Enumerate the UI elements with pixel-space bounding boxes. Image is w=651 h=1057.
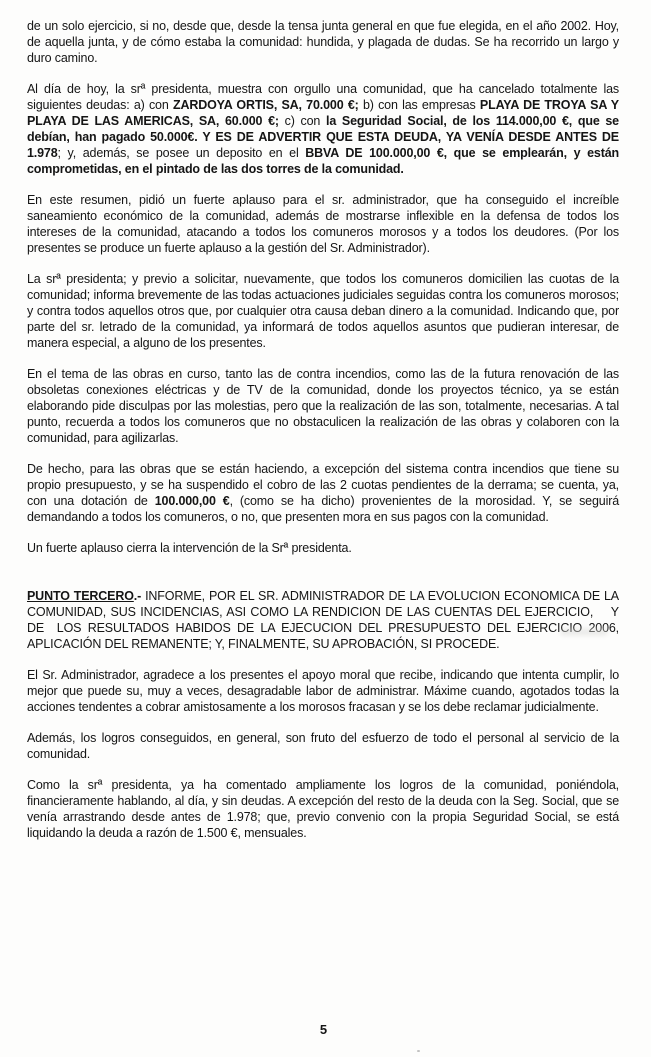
text-run: de un solo ejercicio, si no, desde que, desde la tensa junta general en que fue elegida, en el año 2002. Hoy, de aquella junta, y de cómo estaba la comunidad: hundida, y plagada de dudas. Se ha recorrido un largo y duro camino. — [27, 19, 623, 65]
para-derrama-dotacion — [27, 461, 623, 525]
para-deudas-canceladas — [27, 81, 623, 177]
para-aplauso-administrador — [27, 192, 633, 256]
para-aplauso-presidenta — [27, 540, 619, 556]
text-run: BBVA DE 100.000,00 €, que se emplearán, y están comprometidas, en el pintado de las dos torres de la comunidad. — [27, 146, 623, 176]
text-run: El Sr. Administrador, agradece a los presentes el apoyo moral que recibe, indicando que intenta cumplir, lo mejor que puede su, muy a veces, desagradable labor de administrar. Máxime cuando, agotados todas la acciones tendentes a cobrar amistosamente a los morosos fracasan y se los debe reclamar judicialmente. — [27, 668, 623, 714]
text-run: En el tema de las obras en curso, tanto las de contra incendios, como las de la futura renovación de las obsoletas conexiones eléctricas y de TV de la comunidad, donde los proyectos técnico, ya se están elaborando pide disculpas por las molestias, pero que la realización de las son, totalmente, necesarias. A tal punto, recuerda a todos los comuneros que no obstaculicen la realización de las obras y colaboren con la comunidad, para agilizarlas. — [27, 367, 623, 445]
text-run: , (como se ha dicho) provenientes de la morosidad. Y, se seguirá demandando a todos los comuneros, o no, que presenten mora en sus pagos con la comunidad. — [27, 494, 623, 524]
text-run: Al día de hoy, la srª presidenta, muestra con orgullo una comunidad, que ha cancelado totalmente las siguientes deudas: a) con — [27, 82, 623, 112]
scan-smudge-artifact — [560, 628, 608, 636]
text-run: Como la srª presidenta, ya ha comentado ampliamente los logros de la comunidad, poniéndola, financieramente hablando, al día, y sin deudas. A excepción del resto de la deuda con la Seg. Social, que se venía arrastrando desde antes de 1.978; que, previo convenio con la propia Seguridad Social, se está liquidando la deuda a razón de 1.500 €, mensuales. — [27, 778, 623, 840]
document-body — [27, 18, 633, 856]
para-deuda-seguridad-social — [27, 777, 623, 841]
page-number: 5 — [319, 1022, 328, 1037]
para-actuaciones-judiciales — [27, 271, 623, 351]
text-run: Además, los logros conseguidos, en general, son fruto del esfuerzo de todo el personal al servicio de la comunidad. — [27, 731, 623, 761]
text-run: La srª presidenta; y previo a solicitar, nuevamente, que todos los comuneros domicilien las cuotas de la comunidad; informa brevemente de las todas actuaciones judiciales seguidas contra los comuneros morosos; y contra todos aquellos otros que, por cualquier otra causa deban dinero a la comunidad. Indicando que, por parte del sr. letrado de la comunidad, ya informará de todos aquellos asuntos que pudieran interesar, de manera especial, a alguno de los presentes. — [27, 272, 623, 350]
text-run: b) con las empresas — [358, 98, 480, 112]
heading-punto-tercero — [27, 588, 623, 652]
text-run: INFORME, POR EL SR. ADMINISTRADOR DE LA EVOLUCION ECONOMICA DE LA COMUNIDAD, SUS INCIDENCIAS, ASI COMO LA RENDICION DE LAS CUENTAS DEL EJERCICIO, Y DE LOS RESULTADOS HABIDOS DE LA EJECUCION DEL PRESUPUESTO DEL EJERCICIO 2006, APLICACIÓN DEL REMANENTE; Y, FINALMENTE, SU APROBACIÓN, SI PROCEDE. — [27, 589, 623, 651]
text-run: En este resumen, pidió un fuerte aplauso para el sr. administrador, que ha conseguido el increíble saneamiento económico de la comunidad, además de mostrarse inflexible en la defensa de todos los intereses de la comunidad, atacando a todos los comuneros morosos y a todos los deudores. (Por los presentes se produce un fuerte aplauso a la gestión del Sr. Administrador). — [27, 193, 633, 255]
text-run: .- — [133, 589, 142, 603]
page-footer — [0, 1021, 651, 1039]
para-obras-en-curso — [27, 366, 623, 446]
text-run: De hecho, para las obras que se están haciendo, a excepción del sistema contra incendios que tiene su propio presupuesto, y se ha suspendido el cobro de las 2 cuotas pendientes de la derrama; se cuenta, ya, con una dotación de — [27, 462, 623, 508]
text-run: la Seguridad Social, de los 114.000,00 €, que se debían, han pagado 50.000€. Y ES DE ADVERTIR QUE ESTA DEUDA, YA VENÍA DESDE ANTES DE 1.978 — [27, 114, 623, 160]
text-run: ZARDOYA ORTIS, SA, 70.000 €; — [172, 98, 359, 112]
text-run: PUNTO TERCERO — [27, 589, 134, 603]
text-run: 100.000,00 € — [154, 494, 230, 508]
text-run: ; y, además, se posee un deposito en el — [57, 146, 306, 160]
text-run: Un fuerte aplauso cierra la intervención de la Srª presidenta. — [27, 541, 352, 555]
scan-speck-artifact — [417, 1050, 420, 1052]
text-run: PLAYA DE TROYA SA Y PLAYA DE LAS AMERICAS, SA, 60.000 €; — [27, 98, 623, 128]
para-continuation-junta-2002 — [27, 18, 623, 66]
para-logros-personal — [27, 730, 623, 762]
para-administrador-agradece — [27, 667, 623, 715]
text-run: c) con — [278, 114, 326, 128]
